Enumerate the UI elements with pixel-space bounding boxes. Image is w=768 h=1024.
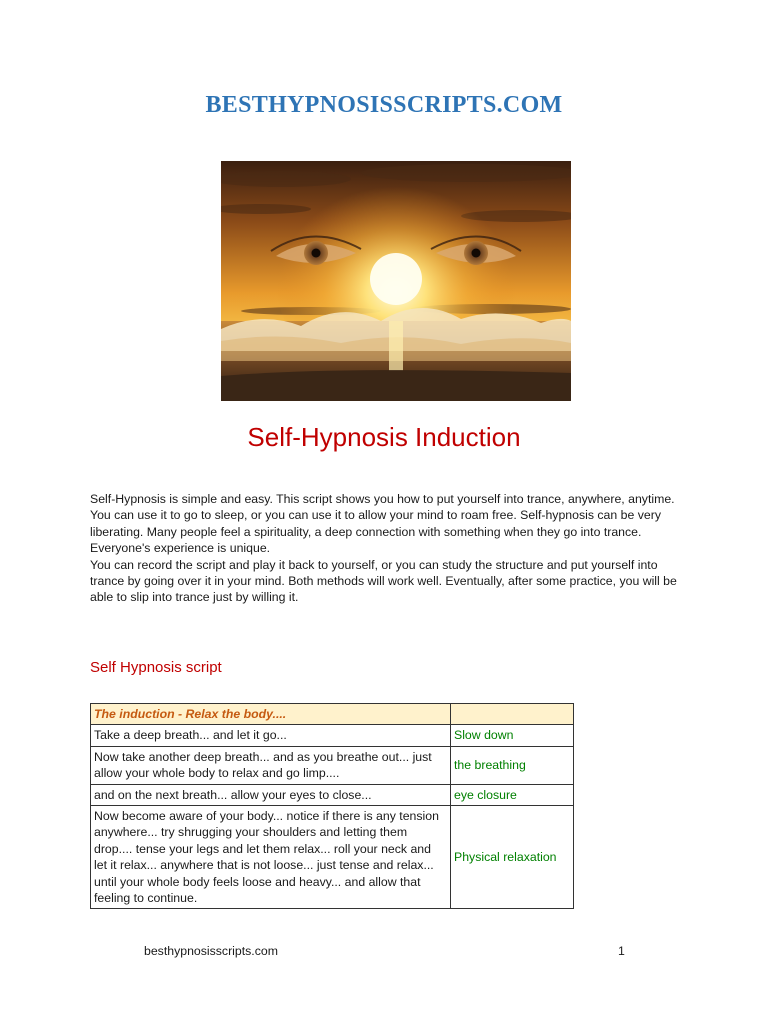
induction-label: The induction - Relax the body.... <box>94 707 287 721</box>
script-note: Slow down <box>451 725 574 746</box>
table-row <box>91 746 574 784</box>
section-heading: Self Hypnosis script <box>90 659 222 676</box>
footer-site: besthypnosisscripts.com <box>144 944 278 958</box>
script-line: Now take another deep breath... and as you breathe out... just allow your whole body to relax and go limp.... <box>91 746 451 784</box>
document-title: Self-Hypnosis Induction <box>247 422 521 452</box>
script-line: Take a deep breath... and let it go... <box>91 725 451 746</box>
intro-text <box>90 491 680 606</box>
table-header-cell-empty <box>451 704 574 725</box>
intro-paragraph: You can record the script and play it back to yourself, or you can study the structure and put yourself into trance by going over it in your mind. Both methods will work well. Eventually, after some practice, you will be able to slip into trance just by willing it. <box>90 557 677 605</box>
script-note: Physical relaxation <box>451 806 574 909</box>
table-row <box>91 725 574 746</box>
site-title: BESTHYPNOSISSCRIPTS.COM <box>205 92 563 118</box>
script-line: and on the next breath... allow your eyes to close... <box>91 784 451 805</box>
script-note: the breathing <box>451 746 574 784</box>
script-table <box>90 703 574 909</box>
table-row <box>91 784 574 805</box>
script-line: Now become aware of your body... notice if there is any tension anywhere... try shrugging your shoulders and letting them drop.... tense your legs and let them relax... roll your neck and let it relax... anywhere that is not loose... just tense and relax... until your whole body feels loose and heavy... and allow that feeling to continue. <box>91 806 451 909</box>
intro-paragraph: Self-Hypnosis is simple and easy. This script shows you how to put yourself into trance, anywhere, anytime. You can use it to go to sleep, or you can use it to allow your mind to roam free. Self-hypnosis can be very liberating. Many people feel a spirituality, a deep connection with something when they go into trance. Everyone's experience is unique. <box>90 492 675 556</box>
page-number: 1 <box>618 944 625 958</box>
hero-image <box>221 161 571 401</box>
table-header-row <box>91 704 574 725</box>
script-note: eye closure <box>451 784 574 805</box>
sunset-eyes-image <box>221 161 571 401</box>
table-header-cell <box>91 704 451 725</box>
table-row <box>91 806 574 909</box>
